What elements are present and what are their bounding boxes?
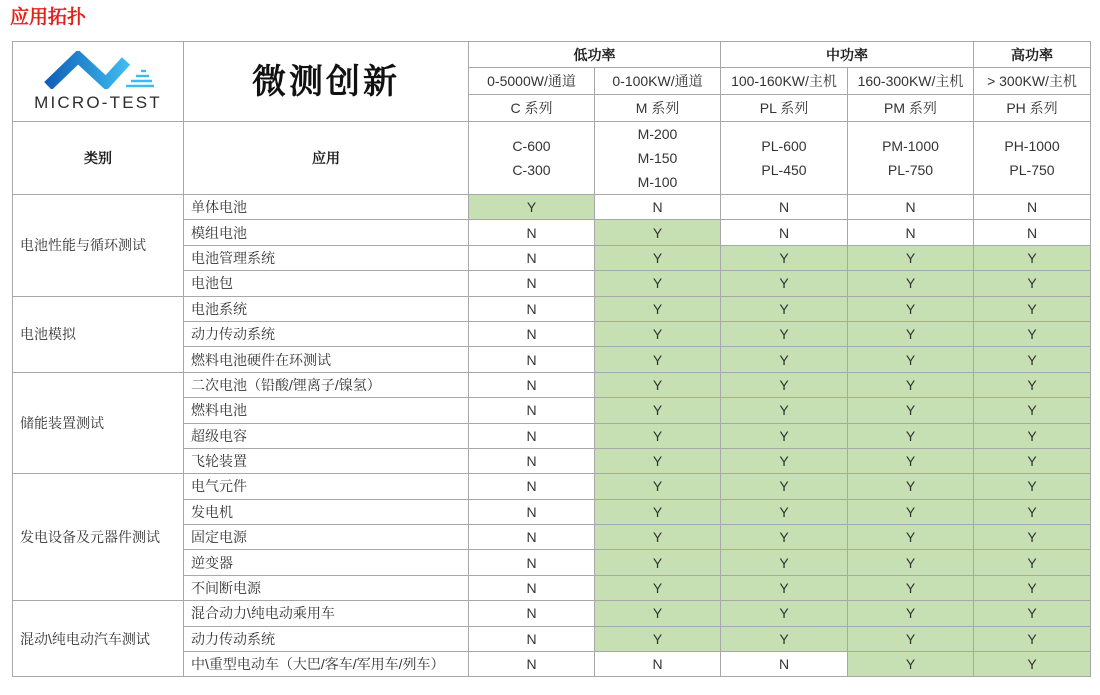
series-power-range: > 300KW/主机 <box>974 68 1091 95</box>
support-cell-pl-series: N <box>721 195 848 220</box>
support-cell-m-series: Y <box>595 474 721 499</box>
support-cell-pm-series: Y <box>848 321 974 346</box>
support-cell-ph-series: Y <box>974 499 1091 524</box>
support-cell-c-series: N <box>469 271 595 296</box>
application-name: 电气元件 <box>184 474 469 499</box>
support-cell-ph-series: Y <box>974 398 1091 423</box>
application-name: 模组电池 <box>184 220 469 245</box>
support-cell-m-series: Y <box>595 220 721 245</box>
support-cell-pl-series: Y <box>721 398 848 423</box>
support-cell-m-series: Y <box>595 372 721 397</box>
support-cell-pm-series: Y <box>848 499 974 524</box>
support-cell-pm-series: Y <box>848 398 974 423</box>
support-cell-pm-series: Y <box>848 550 974 575</box>
application-name: 逆变器 <box>184 550 469 575</box>
category-name: 电池模拟 <box>13 296 184 372</box>
application-name: 二次电池（铅酸/锂离子/镍氢） <box>184 372 469 397</box>
support-cell-ph-series: Y <box>974 626 1091 651</box>
support-cell-c-series: N <box>469 525 595 550</box>
support-cell-pm-series: Y <box>848 372 974 397</box>
support-cell-m-series: Y <box>595 550 721 575</box>
model-name: PL-600 <box>761 138 807 154</box>
table-body <box>13 195 1091 677</box>
support-cell-pm-series: Y <box>848 626 974 651</box>
support-cell-ph-series: Y <box>974 372 1091 397</box>
models-pl-series <box>721 122 848 195</box>
support-cell-ph-series: Y <box>974 550 1091 575</box>
support-cell-ph-series: Y <box>974 271 1091 296</box>
model-name: M-150 <box>637 150 678 166</box>
application-name: 燃料电池 <box>184 398 469 423</box>
category-name: 储能装置测试 <box>13 372 184 474</box>
support-cell-ph-series: Y <box>974 321 1091 346</box>
application-name: 电池管理系统 <box>184 245 469 270</box>
application-name: 中\重型电动车（大巴/客车/军用车/列车） <box>184 652 469 677</box>
support-cell-pm-series: Y <box>848 245 974 270</box>
micro-test-logo-icon <box>42 51 154 89</box>
support-cell-c-series: N <box>469 220 595 245</box>
support-cell-c-series: N <box>469 448 595 473</box>
series-power-range: 0-100KW/通道 <box>595 68 721 95</box>
support-cell-pl-series: Y <box>721 245 848 270</box>
support-cell-pl-series: Y <box>721 321 848 346</box>
header-row-power-groups <box>13 42 1091 68</box>
power-group-medium: 中功率 <box>721 42 974 68</box>
table-row <box>13 474 1091 499</box>
model-name: M-100 <box>637 174 678 190</box>
slogan: 微测创新 <box>184 42 469 122</box>
category-name: 电池性能与循环测试 <box>13 195 184 297</box>
support-cell-m-series: Y <box>595 601 721 626</box>
application-name: 超级电容 <box>184 423 469 448</box>
application-name: 飞轮装置 <box>184 448 469 473</box>
support-cell-ph-series: N <box>974 195 1091 220</box>
support-cell-ph-series: Y <box>974 296 1091 321</box>
support-cell-ph-series: Y <box>974 448 1091 473</box>
support-cell-pl-series: Y <box>721 575 848 600</box>
table-row <box>13 296 1091 321</box>
category-name: 发电设备及元器件测试 <box>13 474 184 601</box>
model-name: PM-1000 <box>882 138 939 154</box>
support-cell-m-series: Y <box>595 271 721 296</box>
application-name: 燃料电池硬件在环测试 <box>184 347 469 372</box>
support-cell-c-series: N <box>469 550 595 575</box>
logo-zigzag-stroke <box>48 57 126 86</box>
table-header <box>13 42 1091 195</box>
header-row-models <box>13 122 1091 195</box>
page-title: 应用拓扑 <box>10 7 87 28</box>
support-cell-m-series: Y <box>595 347 721 372</box>
support-cell-pl-series: Y <box>721 550 848 575</box>
support-cell-c-series: N <box>469 601 595 626</box>
series-name: PM 系列 <box>848 95 974 122</box>
support-cell-pm-series: Y <box>848 448 974 473</box>
logo-cell <box>13 42 184 122</box>
support-cell-c-series: N <box>469 423 595 448</box>
support-cell-m-series: Y <box>595 296 721 321</box>
application-name: 发电机 <box>184 499 469 524</box>
support-cell-m-series: N <box>595 195 721 220</box>
support-cell-ph-series: N <box>974 220 1091 245</box>
support-cell-pm-series: Y <box>848 525 974 550</box>
application-name: 混合动力\纯电动乘用车 <box>184 601 469 626</box>
support-cell-c-series: N <box>469 575 595 600</box>
series-name: C 系列 <box>469 95 595 122</box>
support-cell-c-series: Y <box>469 195 595 220</box>
support-cell-ph-series: Y <box>974 474 1091 499</box>
support-cell-c-series: N <box>469 347 595 372</box>
models-c-series <box>469 122 595 195</box>
application-topology-table <box>12 41 1091 677</box>
model-name: C-300 <box>512 162 551 178</box>
power-group-low: 低功率 <box>469 42 721 68</box>
support-cell-pm-series: N <box>848 195 974 220</box>
application-name: 动力传动系统 <box>184 626 469 651</box>
application-name: 固定电源 <box>184 525 469 550</box>
model-name: M-200 <box>637 126 678 142</box>
support-cell-m-series: Y <box>595 423 721 448</box>
series-name: PL 系列 <box>721 95 848 122</box>
series-power-range: 0-5000W/通道 <box>469 68 595 95</box>
support-cell-c-series: N <box>469 626 595 651</box>
application-name: 电池包 <box>184 271 469 296</box>
support-cell-pl-series: Y <box>721 626 848 651</box>
series-power-range: 160-300KW/主机 <box>848 68 974 95</box>
support-cell-pl-series: Y <box>721 347 848 372</box>
table-row <box>13 372 1091 397</box>
model-name: PL-750 <box>1009 162 1055 178</box>
support-cell-m-series: Y <box>595 525 721 550</box>
support-cell-ph-series: Y <box>974 423 1091 448</box>
support-cell-pm-series: Y <box>848 575 974 600</box>
support-cell-c-series: N <box>469 499 595 524</box>
support-cell-c-series: N <box>469 398 595 423</box>
support-cell-m-series: Y <box>595 499 721 524</box>
support-cell-ph-series: Y <box>974 347 1091 372</box>
support-cell-pl-series: Y <box>721 474 848 499</box>
table-row <box>13 601 1091 626</box>
support-cell-pl-series: Y <box>721 296 848 321</box>
category-column-header: 类别 <box>13 122 184 195</box>
support-cell-ph-series: Y <box>974 652 1091 677</box>
support-cell-c-series: N <box>469 321 595 346</box>
application-column-header: 应用 <box>184 122 469 195</box>
category-name: 混动\纯电动汽车测试 <box>13 601 184 677</box>
logo-text: MICRO-TEST <box>34 93 162 112</box>
model-name: PL-450 <box>761 162 807 178</box>
models-ph-series <box>974 122 1091 195</box>
support-cell-pl-series: Y <box>721 423 848 448</box>
support-cell-ph-series: Y <box>974 245 1091 270</box>
series-power-range: 100-160KW/主机 <box>721 68 848 95</box>
support-cell-m-series: Y <box>595 321 721 346</box>
support-cell-c-series: N <box>469 296 595 321</box>
support-cell-m-series: Y <box>595 575 721 600</box>
support-cell-c-series: N <box>469 372 595 397</box>
support-cell-ph-series: Y <box>974 525 1091 550</box>
models-m-series <box>595 122 721 195</box>
application-name: 动力传动系统 <box>184 321 469 346</box>
support-cell-pm-series: Y <box>848 652 974 677</box>
support-cell-pm-series: N <box>848 220 974 245</box>
support-cell-pl-series: Y <box>721 499 848 524</box>
support-cell-pl-series: Y <box>721 601 848 626</box>
support-cell-m-series: N <box>595 652 721 677</box>
support-cell-c-series: N <box>469 245 595 270</box>
support-cell-pm-series: Y <box>848 347 974 372</box>
power-group-high: 高功率 <box>974 42 1091 68</box>
support-cell-pm-series: Y <box>848 271 974 296</box>
table-row <box>13 195 1091 220</box>
support-cell-pm-series: Y <box>848 296 974 321</box>
support-cell-ph-series: Y <box>974 575 1091 600</box>
series-name: M 系列 <box>595 95 721 122</box>
application-name: 电池系统 <box>184 296 469 321</box>
support-cell-pl-series: Y <box>721 372 848 397</box>
model-name: C-600 <box>512 138 551 154</box>
models-pm-series <box>848 122 974 195</box>
support-cell-pl-series: Y <box>721 271 848 296</box>
support-cell-m-series: Y <box>595 448 721 473</box>
logo-stripe-triangle <box>126 71 154 86</box>
support-cell-ph-series: Y <box>974 601 1091 626</box>
model-name: PL-750 <box>887 162 934 178</box>
support-cell-m-series: Y <box>595 245 721 270</box>
application-name: 不间断电源 <box>184 575 469 600</box>
support-cell-pl-series: N <box>721 220 848 245</box>
support-cell-c-series: N <box>469 474 595 499</box>
series-name: PH 系列 <box>974 95 1091 122</box>
support-cell-m-series: Y <box>595 626 721 651</box>
support-cell-pl-series: N <box>721 652 848 677</box>
model-name: PH-1000 <box>1004 138 1060 154</box>
application-name: 单体电池 <box>184 195 469 220</box>
support-cell-m-series: Y <box>595 398 721 423</box>
support-cell-pl-series: Y <box>721 448 848 473</box>
support-cell-pl-series: Y <box>721 525 848 550</box>
support-cell-pm-series: Y <box>848 423 974 448</box>
support-cell-pm-series: Y <box>848 474 974 499</box>
support-cell-pm-series: Y <box>848 601 974 626</box>
support-cell-c-series: N <box>469 652 595 677</box>
